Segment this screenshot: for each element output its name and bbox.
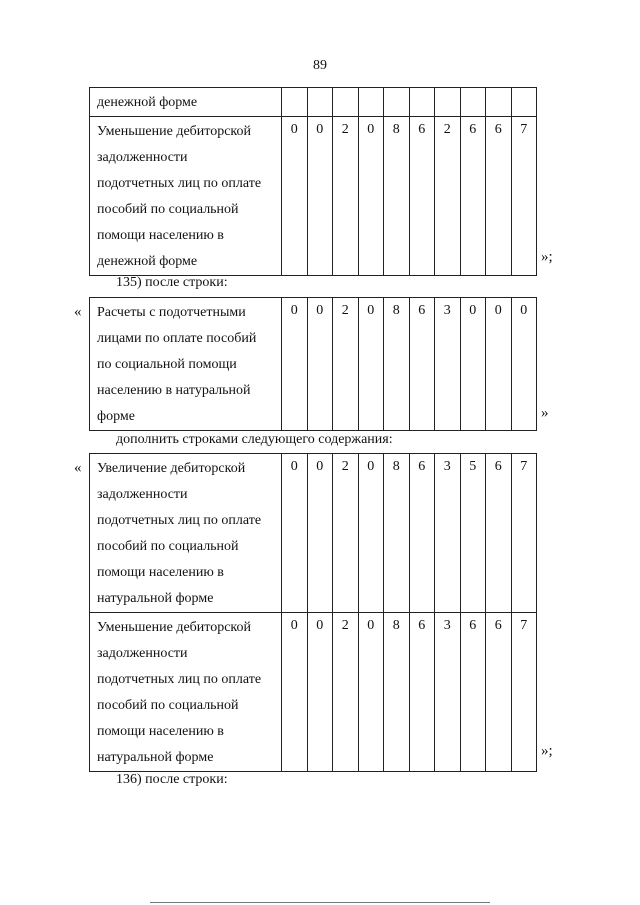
code-digit-cell: 6 <box>409 117 435 276</box>
code-digit-cell: 8 <box>384 613 410 772</box>
table-row <box>90 117 537 276</box>
code-digit-cell: 8 <box>384 117 410 276</box>
code-digit-cell <box>460 88 486 117</box>
code-digit-cell: 6 <box>486 117 512 276</box>
row-description <box>90 613 282 772</box>
code-digit-cell: 0 <box>307 117 333 276</box>
paragraph-add-rows: дополнить строками следующего содержания: <box>116 432 393 447</box>
table-row <box>90 454 537 613</box>
description-line: задолженности <box>97 646 188 661</box>
table-row <box>90 613 537 772</box>
code-digit-cell <box>307 88 333 117</box>
description-line: помощи населению в <box>97 565 224 580</box>
description-line: по социальной помощи <box>97 357 237 372</box>
code-digit-cell: 3 <box>435 613 461 772</box>
code-digit-cell: 2 <box>333 117 359 276</box>
code-digit-cell: 6 <box>486 454 512 613</box>
description-line: пособий по социальной <box>97 698 239 713</box>
code-digit-cell: 0 <box>358 298 384 431</box>
code-digit-cell: 0 <box>282 454 308 613</box>
row-description <box>90 88 282 117</box>
code-digit-cell: 6 <box>409 613 435 772</box>
description-line: помощи населению в <box>97 724 224 739</box>
code-digit-cell <box>384 88 410 117</box>
description-line: Уменьшение дебиторской <box>97 124 252 139</box>
code-digit-cell: 5 <box>460 454 486 613</box>
code-digit-cell: 0 <box>282 117 308 276</box>
code-digit-cell: 0 <box>358 613 384 772</box>
code-digit-cell: 8 <box>384 298 410 431</box>
code-digit-cell <box>409 88 435 117</box>
code-digit-cell: 0 <box>307 613 333 772</box>
code-digit-cell <box>282 88 308 117</box>
code-digit-cell: 6 <box>460 117 486 276</box>
code-digit-cell: 2 <box>333 613 359 772</box>
code-digit-cell: 0 <box>358 454 384 613</box>
description-line: Уменьшение дебиторской <box>97 620 252 635</box>
code-digit-cell <box>333 88 359 117</box>
description-line: Увеличение дебиторской <box>97 461 246 476</box>
code-digit-cell: 0 <box>307 298 333 431</box>
code-digit-cell: 6 <box>409 454 435 613</box>
description-line: натуральной форме <box>97 591 214 606</box>
description-line: денежной форме <box>97 254 198 269</box>
code-digit-cell <box>435 88 461 117</box>
code-table-3 <box>89 453 537 772</box>
row-description <box>90 454 282 613</box>
code-digit-cell: 7 <box>511 117 537 276</box>
page-bottom-edge <box>150 902 490 903</box>
description-line: задолженности <box>97 150 188 165</box>
closing-quote-1: »; <box>541 249 553 265</box>
description-line: задолженности <box>97 487 188 502</box>
code-digit-cell: 0 <box>358 117 384 276</box>
code-digit-cell: 7 <box>511 613 537 772</box>
code-digit-cell: 3 <box>435 454 461 613</box>
code-digit-cell: 2 <box>435 117 461 276</box>
description-line: подотчетных лиц по оплате <box>97 672 262 687</box>
row-description <box>90 298 282 431</box>
paragraph-136: 136) после строки: <box>116 772 228 787</box>
description-line: помощи населению в <box>97 228 224 243</box>
description-line: пособий по социальной <box>97 539 239 554</box>
code-digit-cell: 2 <box>333 298 359 431</box>
code-digit-cell: 3 <box>435 298 461 431</box>
code-table-1 <box>89 87 537 276</box>
description-line: подотчетных лиц по оплате <box>97 176 262 191</box>
description-line: денежной форме <box>97 95 198 110</box>
code-digit-cell: 0 <box>282 613 308 772</box>
description-line: лицами по оплате пособий <box>97 331 257 346</box>
code-digit-cell: 0 <box>282 298 308 431</box>
code-digit-cell: 7 <box>511 454 537 613</box>
code-digit-cell: 6 <box>486 613 512 772</box>
description-line: пособий по социальной <box>97 202 239 217</box>
code-digit-cell: 6 <box>460 613 486 772</box>
page-number: 89 <box>313 58 327 73</box>
row-description <box>90 117 282 276</box>
code-table-2 <box>89 297 537 431</box>
closing-quote-2: » <box>541 405 549 421</box>
description-line: форме <box>97 409 135 424</box>
code-digit-cell: 2 <box>333 454 359 613</box>
description-line: Расчеты с подотчетными <box>97 305 246 320</box>
code-digit-cell: 0 <box>460 298 486 431</box>
code-digit-cell <box>358 88 384 117</box>
table-row <box>90 298 537 431</box>
description-line: подотчетных лиц по оплате <box>97 513 262 528</box>
code-digit-cell: 6 <box>409 298 435 431</box>
description-line: населению в натуральной <box>97 383 251 398</box>
opening-quote-3: « <box>74 460 82 476</box>
table-row <box>90 88 537 117</box>
description-line: натуральной форме <box>97 750 214 765</box>
code-digit-cell <box>511 88 537 117</box>
code-digit-cell <box>486 88 512 117</box>
opening-quote-2: « <box>74 304 82 320</box>
closing-quote-3: »; <box>541 743 553 759</box>
code-digit-cell: 0 <box>307 454 333 613</box>
code-digit-cell: 8 <box>384 454 410 613</box>
code-digit-cell: 0 <box>486 298 512 431</box>
code-digit-cell: 0 <box>511 298 537 431</box>
paragraph-135: 135) после строки: <box>116 275 228 290</box>
